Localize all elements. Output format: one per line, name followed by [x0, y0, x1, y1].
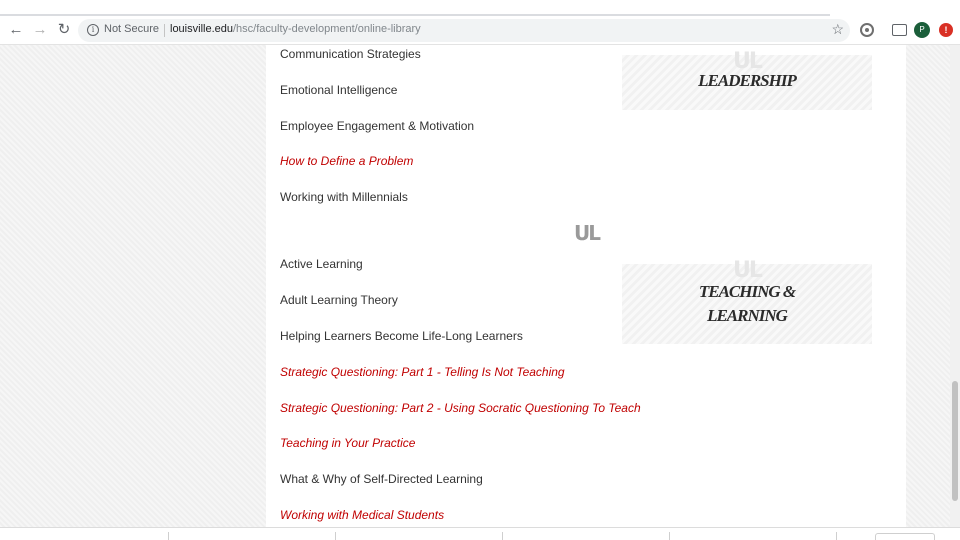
bottom-divider [836, 532, 837, 540]
address-separator [164, 24, 165, 37]
tab-strip [0, 0, 960, 16]
link-communication-strategies[interactable]: Communication Strategies [280, 47, 421, 61]
url-host: louisville.edu [170, 23, 233, 35]
star-icon[interactable]: ☆ [831, 21, 844, 37]
bottom-divider [335, 532, 336, 540]
ul-logo-divider: UL [574, 221, 599, 245]
link-employee-engagement[interactable]: Employee Engagement & Motivation [280, 119, 475, 133]
link-adult-learning-theory[interactable]: Adult Learning Theory [280, 293, 398, 307]
link-teaching-practice[interactable]: Teaching in Your Practice [280, 436, 416, 450]
page-viewport [0, 45, 960, 527]
section-title-leadership: LEADERSHIP [698, 71, 796, 90]
bottom-bar [0, 527, 960, 540]
teaching-banner [622, 258, 872, 344]
link-strategic-questioning-1[interactable]: Strategic Questioning: Part 1 - Telling Is Not Teaching [280, 365, 565, 379]
section-title-teaching-line1: TEACHING & [698, 282, 796, 301]
vertical-scrollbar[interactable] [950, 45, 960, 527]
security-label[interactable]: Not Secure [104, 23, 160, 35]
section-title-teaching-line2: LEARNING [707, 306, 787, 325]
url-text[interactable] [170, 23, 421, 35]
page-background-left [0, 45, 266, 527]
bottom-panel-tab[interactable] [875, 533, 935, 540]
link-life-long-learners[interactable]: Helping Learners Become Life-Long Learners [280, 329, 523, 343]
link-emotional-intelligence[interactable]: Emotional Intelligence [280, 83, 398, 97]
bottom-divider [168, 532, 169, 540]
scrollbar-thumb[interactable] [952, 381, 958, 501]
address-bar[interactable] [78, 19, 850, 42]
bottom-divider [669, 532, 670, 540]
url-path: /hsc/faculty-development/online-library [232, 23, 421, 35]
reload-icon[interactable]: ↻ [57, 21, 71, 38]
profile-avatar[interactable]: P [914, 22, 930, 38]
page-background-right [906, 45, 950, 527]
back-arrow-icon[interactable]: ← [8, 21, 24, 38]
link-self-directed-learning[interactable]: What & Why of Self-Directed Learning [280, 472, 483, 486]
main-content [266, 45, 906, 527]
link-define-problem[interactable]: How to Define a Problem [280, 154, 414, 168]
ul-logo: UL [733, 49, 761, 74]
update-menu-icon[interactable]: ! [939, 23, 953, 37]
forward-arrow-icon[interactable]: → [32, 21, 48, 38]
ul-logo: UL [733, 258, 761, 283]
link-medical-students[interactable]: Working with Medical Students [280, 508, 445, 522]
cast-icon[interactable] [892, 24, 907, 36]
extension-icon[interactable] [860, 23, 874, 37]
link-working-millennials[interactable]: Working with Millennials [280, 190, 408, 204]
browser-toolbar [0, 16, 960, 45]
link-active-learning[interactable]: Active Learning [280, 257, 363, 271]
bottom-divider [502, 532, 503, 540]
leadership-banner [622, 49, 872, 110]
link-strategic-questioning-2[interactable]: Strategic Questioning: Part 2 - Using Socratic Questioning To Teach [280, 401, 641, 415]
info-icon[interactable]: i [87, 24, 99, 36]
